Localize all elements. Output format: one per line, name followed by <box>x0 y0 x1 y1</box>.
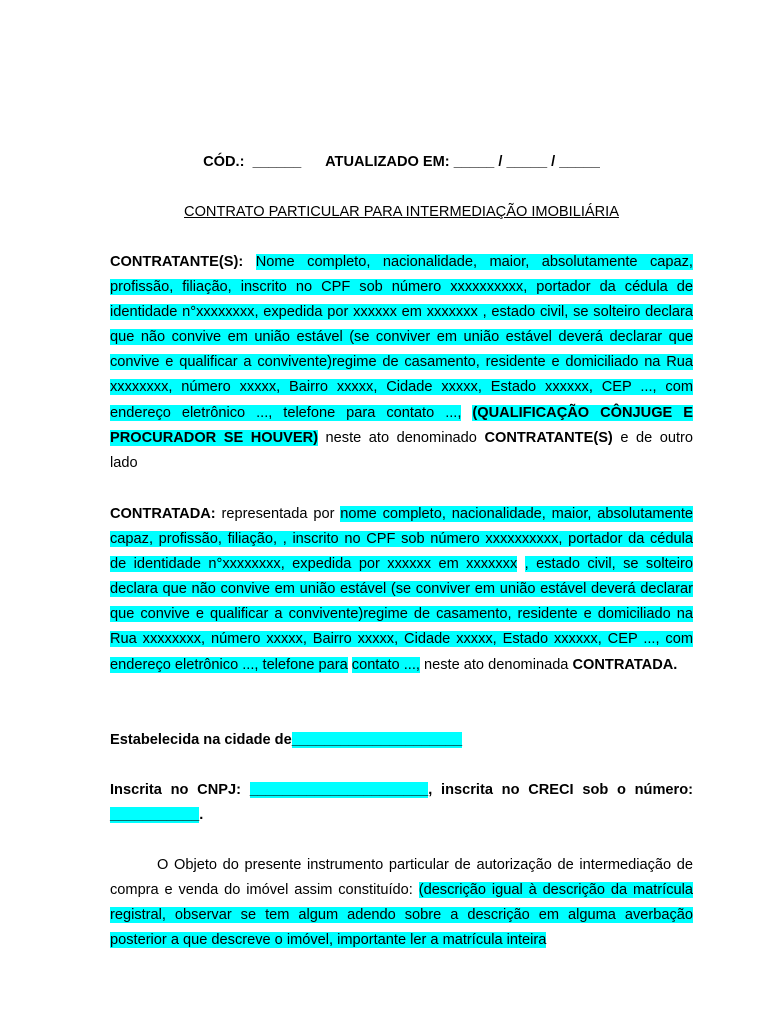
cidade-blank: _____________________ <box>291 732 463 748</box>
atualizado-label: ATUALIZADO EM: <box>325 154 450 170</box>
contratada-tail: neste ato denominada <box>424 656 569 673</box>
creci-blank: ___________ <box>110 807 200 824</box>
cnpj-line <box>110 778 693 828</box>
cidade-label: Estabelecida na cidade de <box>110 732 292 748</box>
document-header <box>110 150 693 175</box>
date-slash: / <box>551 154 556 170</box>
contratada-paragraph <box>110 502 693 678</box>
contratada-intro: representada por <box>221 506 335 522</box>
contratante-term: CONTRATANTE(S) <box>484 429 613 446</box>
contratante-qualification: Nome completo, nacionalidade, maior, absolutamente capaz, profissão, filiação, inscrito no CPF sob número xxxxxxxxxx, portador da cédula de identidade n°xxxxxxxx, expedida por xxxxxx em xxxxxxx , estado civil, se solteiro declara que não convive em união estável (se conviver em união estável deverá declarar que convive e qualificar a convivente)regime de casamento, residente e domiciliado na Rua xxxxxxxx, número xxxxx, Bairro xxxxx, Cidade xxxxx, Estado xxxxxx, CEP ..., com endereço eletrônico ..., telefone para contato ..., <box>110 254 693 421</box>
document-title: CONTRATO PARTICULAR PARA INTERMEDIAÇÃO IMOBILIÁRIA <box>184 204 619 220</box>
contratante-label: CONTRATANTE(S): <box>110 254 244 270</box>
contratada-qualification-end: contato ..., <box>351 656 420 673</box>
objeto-paragraph <box>110 853 693 953</box>
date-month-blank: _____ <box>506 154 548 170</box>
date-slash: / <box>498 154 503 170</box>
cnpj-blank: ______________________ <box>249 782 429 798</box>
date-year-blank: _____ <box>559 154 600 170</box>
objeto-text: O Objeto do presente instrumento particular de autorização de intermediação de compra e venda do imóvel assim constituído: <box>110 857 693 899</box>
contratante-paragraph <box>110 250 693 476</box>
spouse-note: (QUALIFICAÇÃO CÔNJUGE E PROCURADOR SE HOUVER) <box>110 404 693 446</box>
cnpj-label: Inscrita no CNPJ: <box>110 782 241 798</box>
date-day-blank: _____ <box>453 154 495 170</box>
objeto-highlight: (descrição igual à descrição da matrícula registral, observar se tem algum adendo sobre a descrição em alguma averbação posterior a que descreve o imóvel, importante ler a matrícula inteira <box>110 882 693 949</box>
contratada-qualification-mid: , estado civil, se solteiro declara que não convive em união estável (se conviver em união estável deverá declarar que convive e qualificar a convivente)regime de casamento, residente e domiciliado na Rua xxxxxxxx, número xxxxx, Bairro xxxxx, Cidade xxxxx, Estado xxxxxx, CEP ..., com endereço eletrônico ..., telefone para <box>110 556 693 673</box>
contratante-tail: neste ato denominado <box>325 429 477 446</box>
cod-blank: ______ <box>252 154 302 170</box>
cidade-line <box>110 728 693 753</box>
contratada-term: CONTRATADA. <box>572 656 678 673</box>
contratada-qualification: nome completo, nacionalidade, maior, absolutamente capaz, profissão, filiação, , inscrito no CPF sob número xxxxxxxxxx, portador da cédula de identidade n°xxxxxxxx, expedida por xxxxxx em xxxxxxx <box>110 506 693 573</box>
contratante-tail-end: e de outro lado <box>110 429 693 471</box>
creci-label: , inscrita no CRECI sob o número: <box>428 782 693 798</box>
cnpj-end: . <box>199 807 204 824</box>
contratada-label: CONTRATADA: <box>110 506 216 522</box>
cod-label: CÓD.: <box>203 154 245 170</box>
